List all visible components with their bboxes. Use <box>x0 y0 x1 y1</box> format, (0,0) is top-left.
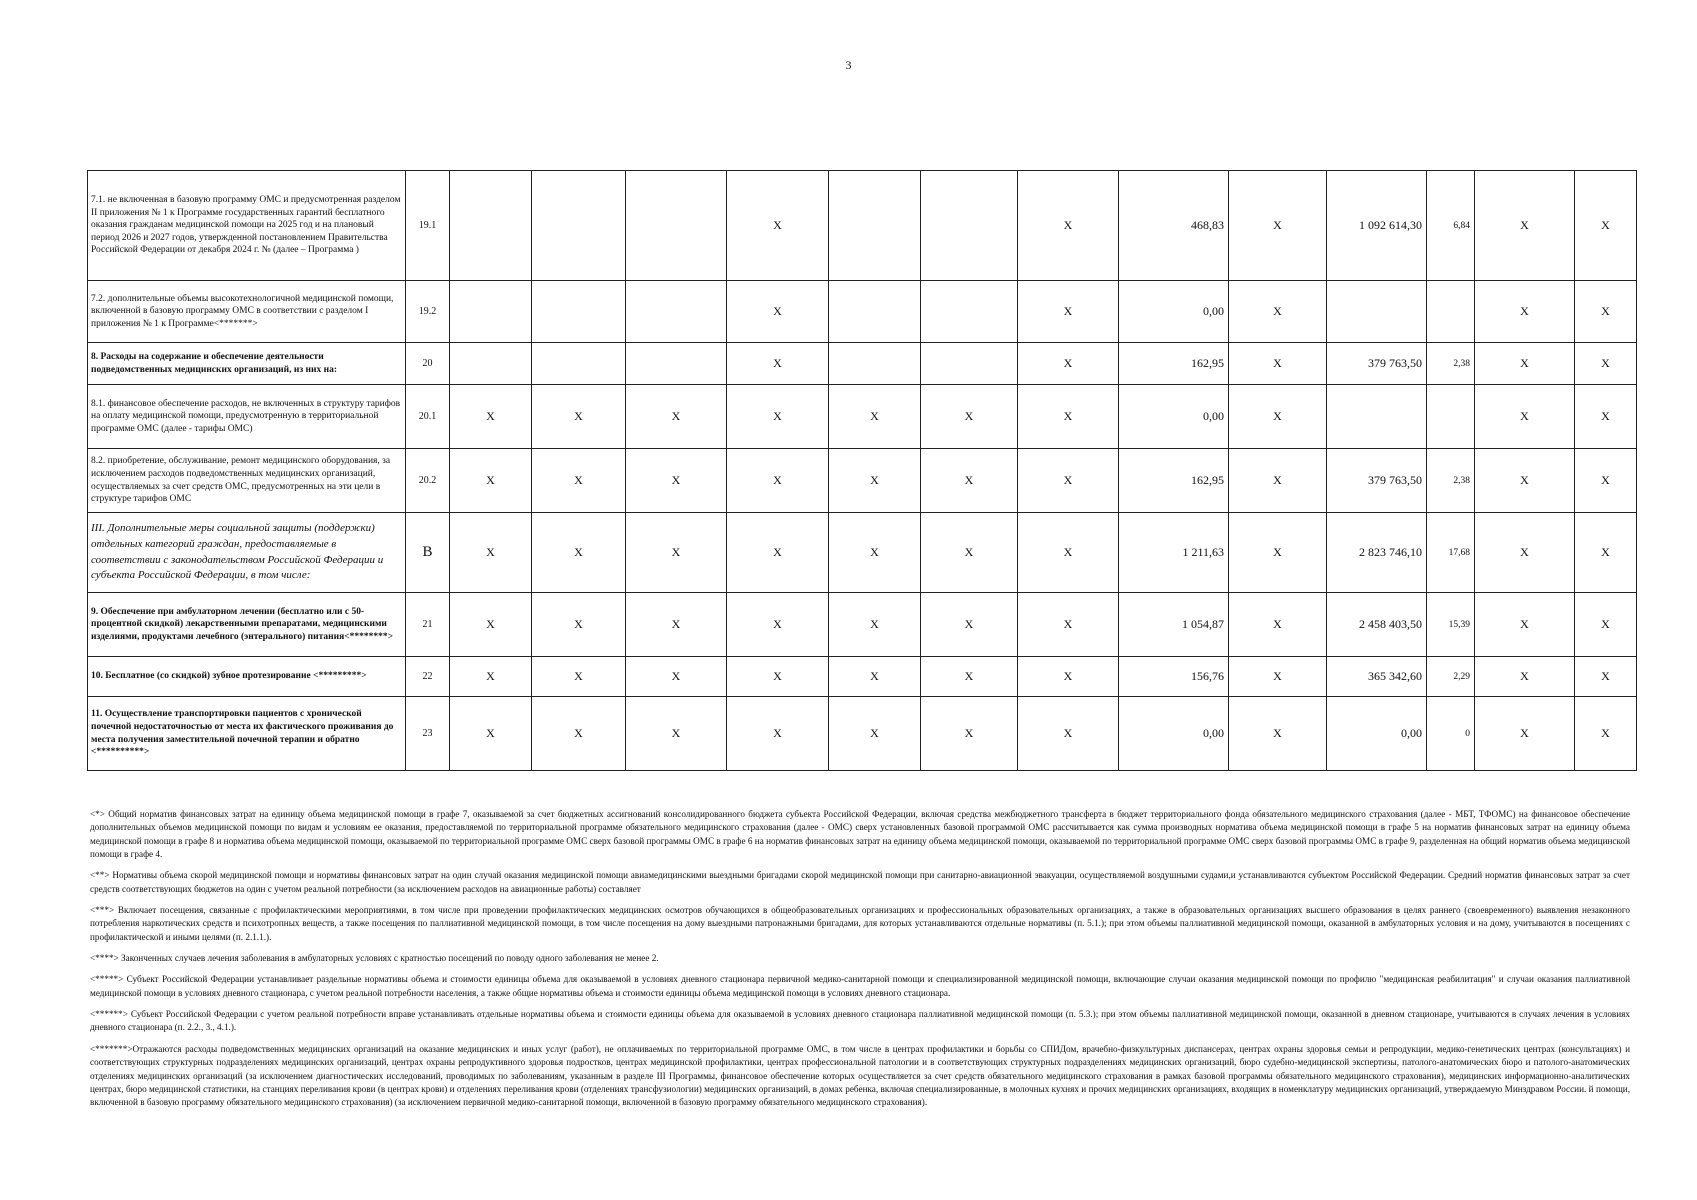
table-cell: X <box>727 449 829 513</box>
table-cell: X <box>450 449 532 513</box>
row-name-cell: 7.1. не включенная в базовую программу ОМС и предусмотренная разделом II приложения № 1 к Программе государственных гарантий бесплатного оказания гражданам медицинской помощи на 2025 год и на плановый период 2026 и 2027 годов, утвержденной постановлением Правительства Российской Федерации от декабря 2024 г. № (далее – Программа ) <box>88 171 406 281</box>
table-cell: 0,00 <box>1119 281 1229 343</box>
table-row <box>88 171 1637 281</box>
table-cell: 379 763,50 <box>1327 449 1427 513</box>
table-cell: 2,38 <box>1427 343 1475 385</box>
table-cell: X <box>532 593 626 657</box>
table-cell: X <box>450 657 532 697</box>
table-cell: 365 342,60 <box>1327 657 1427 697</box>
row-name-cell: 8.2. приобретение, обслуживание, ремонт медицинского оборудования, за исключением расходов подведомственных медицинских организаций, осуществляемых за счет средств ОМС, предусмотренных на эти цели в структуре тарифов ОМС <box>88 449 406 513</box>
row-code-cell: 19.1 <box>406 171 450 281</box>
table-cell <box>921 343 1018 385</box>
table-cell: X <box>1575 171 1637 281</box>
table-cell: X <box>1018 593 1119 657</box>
table-cell: X <box>1575 697 1637 771</box>
table-cell: X <box>1229 343 1327 385</box>
table-cell: X <box>1018 281 1119 343</box>
table-cell <box>1427 281 1475 343</box>
table-row <box>88 449 1637 513</box>
table-cell: X <box>1475 385 1575 449</box>
table-cell <box>532 171 626 281</box>
row-code-cell: 21 <box>406 593 450 657</box>
table-cell: X <box>1475 593 1575 657</box>
table-cell: X <box>450 513 532 593</box>
table-cell <box>829 281 921 343</box>
table-cell: 0,00 <box>1327 697 1427 771</box>
row-code-cell: 20.1 <box>406 385 450 449</box>
table-cell: 0,00 <box>1119 697 1229 771</box>
table-cell: X <box>1475 343 1575 385</box>
row-name-cell: 10. Бесплатное (со скидкой) зубное протезирование <*********> <box>88 657 406 697</box>
table-cell: X <box>1018 343 1119 385</box>
table-cell: 2,38 <box>1427 449 1475 513</box>
table-cell: 379 763,50 <box>1327 343 1427 385</box>
row-code-cell: 22 <box>406 657 450 697</box>
table-cell: X <box>727 171 829 281</box>
table-cell: 156,76 <box>1119 657 1229 697</box>
row-name-cell: 7.2. дополнительные объемы высокотехнологичной медицинской помощи, включенной в базовую программу ОМС в соответствии с разделом I приложения № 1 к Программе<*******> <box>88 281 406 343</box>
footnote: <****> Законченных случаев лечения заболевания в амбулаторных условиях с кратностью посещений по поводу одного заболевания не менее 2. <box>90 953 659 964</box>
table-cell: X <box>1475 449 1575 513</box>
table-cell: X <box>1575 385 1637 449</box>
table-cell: X <box>1575 657 1637 697</box>
table-cell: X <box>1575 513 1637 593</box>
table-cell <box>626 171 727 281</box>
table-cell <box>829 171 921 281</box>
table-cell: X <box>1229 385 1327 449</box>
table-cell: X <box>1229 171 1327 281</box>
table-cell: X <box>829 513 921 593</box>
table-cell <box>1327 385 1427 449</box>
table-cell: X <box>727 513 829 593</box>
table-cell: X <box>1018 697 1119 771</box>
table-cell: X <box>532 657 626 697</box>
row-name-cell: 8. Расходы на содержание и обеспечение деятельности подведомственных медицинских организаций, из них на: <box>88 343 406 385</box>
table-cell: X <box>727 593 829 657</box>
row-code-cell: 23 <box>406 697 450 771</box>
table-cell: X <box>1475 281 1575 343</box>
table-cell: 162,95 <box>1119 449 1229 513</box>
footnote: <*****> Субъект Российской Федерации устанавливает раздельные нормативы объема и стоимости единицы объема для оказываемой в условиях дневного стационара первичной медико-санитарной помощи и специализированной медицинской помощи, включающие случаи оказания медицинской помощи по профилю "медицинская реабилитация" и случаи оказания паллиативной медицинской помощи в условиях дневного стационара, с учетом реальной потребности населения, а также общие нормативы объема и стоимости единицы объема медицинской помощи в условиях дневного стационара. <box>90 974 1630 998</box>
row-code-cell: 19.2 <box>406 281 450 343</box>
table-cell: X <box>921 593 1018 657</box>
table-cell: 468,83 <box>1119 171 1229 281</box>
row-name-cell: 8.1. финансовое обеспечение расходов, не включенных в структуру тарифов на оплату медицинской помощи, предусмотренную в территориальной программе ОМС (далее - тарифы ОМС) <box>88 385 406 449</box>
table-cell: X <box>829 385 921 449</box>
table-cell: X <box>626 593 727 657</box>
table-cell: X <box>921 513 1018 593</box>
table-cell: X <box>1229 657 1327 697</box>
table-cell: X <box>626 449 727 513</box>
row-code-cell: В <box>406 513 450 593</box>
table-cell: X <box>1018 657 1119 697</box>
table-cell: X <box>727 385 829 449</box>
table-cell: X <box>626 697 727 771</box>
row-code-cell: 20 <box>406 343 450 385</box>
table-row <box>88 697 1637 771</box>
table-cell <box>829 343 921 385</box>
table-cell: 162,95 <box>1119 343 1229 385</box>
table-cell: X <box>1475 513 1575 593</box>
table-row <box>88 593 1637 657</box>
table-cell: X <box>532 697 626 771</box>
table-cell: X <box>1229 697 1327 771</box>
financing-table <box>87 170 1637 771</box>
table-cell <box>626 281 727 343</box>
table-row <box>88 281 1637 343</box>
table-row <box>88 513 1637 593</box>
table-cell: 0,00 <box>1119 385 1229 449</box>
table-cell: X <box>626 513 727 593</box>
table-cell: X <box>1229 281 1327 343</box>
table-cell: X <box>626 657 727 697</box>
table-cell: X <box>921 449 1018 513</box>
table-cell: X <box>532 449 626 513</box>
table-cell: 17,68 <box>1427 513 1475 593</box>
table-cell: X <box>450 697 532 771</box>
table-cell <box>921 171 1018 281</box>
table-cell: X <box>450 385 532 449</box>
table-cell <box>626 343 727 385</box>
table-cell: 1 054,87 <box>1119 593 1229 657</box>
table-cell: X <box>1575 593 1637 657</box>
table-cell <box>532 281 626 343</box>
table-cell: 2 823 746,10 <box>1327 513 1427 593</box>
table-row <box>88 385 1637 449</box>
table-cell: X <box>727 697 829 771</box>
table-cell <box>921 281 1018 343</box>
table-cell: X <box>1018 449 1119 513</box>
table-cell: X <box>829 657 921 697</box>
table-cell: X <box>1229 513 1327 593</box>
table-cell: X <box>1575 343 1637 385</box>
table-cell <box>450 343 532 385</box>
footnote: <*******>Отражаются расходы подведомственных медицинских организаций на оказание медицинских и иных услуг (работ), не оплачиваемых по территориальной программе ОМС, в том числе в центрах профилактики и борьбы со СПИДом, врачебно-физкультурных диспансерах, центрах охраны здоровья семьи и репродукции, медико-генетических центрах (консультациях) и соответствующих структурных подразделениях медицинских организаций, центрах охраны репродуктивного здоровья подростков, центрах медицинской профилактики, центрах профессиональной патологии и в соответствующих структурных подразделениях медицинских организаций, бюро судебно-медицинской экспертизы, патолого-анатомических бюро и патолого-анатомических отделениях медицинских организаций (за исключением диагностических исследований, проводимых по заболеваниям, указанным в разделе III Программы, финансовое обеспечение которых осуществляется за счет средств обязательного медицинского страхования в рамках базовой программы обязательного медицинского страхования), медицинских информационно-аналитических центрах, бюро медицинской статистики, на станциях переливания крови (в центрах крови) и отделениях переливания крови (отделениях трансфузиологии) медицинских организаций, в домах ребенка, включая специализированные, в молочных кухнях и прочих медицинских организациях, входящих в номенклатуру медицинских организаций, утверждаемую Минздравом России. й помощи, включенной в базовую программу обязательного медицинского страхования) (за исключением первичной медико-санитарной помощи, включенной в базовую программу обязательного медицинского страхования). <box>90 1043 1630 1108</box>
table-cell: X <box>1475 171 1575 281</box>
table-cell: X <box>829 449 921 513</box>
table-cell: 2,29 <box>1427 657 1475 697</box>
table-cell: X <box>626 385 727 449</box>
footnote: <*> Общий норматив финансовых затрат на единицу объема медицинской помощи в графе 7, оказываемой за счет бюджетных ассигнований консолидированного бюджета субъекта Российской Федерации, включая средства межбюджетного трансферта в бюджет территориального фонда обязательного медицинского страхования (далее - МБТ, ТФОМС) на финансовое обеспечение дополнительных объемов медицинской помощи по видам и условиям ее оказания, предоставляемой по территориальной программе обязательного медицинского страхования (далее - ОМС) сверх установленных базовой программой ОМС рассчитывается как сумма производных норматива объема медицинской помощи в графе 5 на норматив финансовых затрат на единицу объема медицинской помощи в графе 8 и норматива объема медицинской помощи, оказываемой по территориальной программе ОМС сверх базовой программы ОМС в графе 6 на норматив финансовых затрат на единицу объема медицинской помощи, оказываемой по территориальной программе ОМС сверх базовой программы ОМС в графе 9, разделенная на общий норматив объема медицинской помощи в графе 4. <box>90 809 1630 860</box>
table-cell: X <box>1575 281 1637 343</box>
table-cell: 15,39 <box>1427 593 1475 657</box>
table-cell: X <box>1475 697 1575 771</box>
footnote: <**> Нормативы объема скорой медицинской помощи и нормативы финансовых затрат на один случай оказания медицинской помощи авиамедицинскими выездными бригадами скорой медицинской помощи при санитарно-авиационной эвакуации, осуществляемой воздушными судами,и устанавливаются субъектом Российской Федерации. Средний норматив финансовых затрат за счет средств соответствующих бюджетов на один с учетом реальной потребности (за исключением расходов на авиационные работы) составляет <box>90 870 1630 894</box>
row-code-cell: 20.2 <box>406 449 450 513</box>
table-cell: 1 211,63 <box>1119 513 1229 593</box>
table-cell: X <box>921 657 1018 697</box>
row-name-cell: 11. Осуществление транспортировки пациентов с хронической почечной недостаточностью от места их фактического проживания до места получения заместительной почечной терапии и обратно <**********> <box>88 697 406 771</box>
table-cell: X <box>727 657 829 697</box>
footnote: <******> Субъект Российской Федерации с учетом реальной потребности вправе устанавливать отдельные нормативы объема и стоимости единицы объема для оказываемой в условиях дневного стационара паллиативной медицинской помощи (п. 5.3.); при этом объемы паллиативной медицинской помощи, оказанной в дневном стационаре, учитываются в случаях лечения в условиях дневного стационара (п. 2.2., 3., 4.1.). <box>90 1009 1630 1033</box>
table-row <box>88 657 1637 697</box>
table-cell: X <box>727 281 829 343</box>
page-number: 3 <box>845 58 852 72</box>
table-cell: X <box>921 385 1018 449</box>
table-cell <box>1327 281 1427 343</box>
table-cell: X <box>1018 385 1119 449</box>
table-cell: X <box>532 385 626 449</box>
table-cell: X <box>1575 449 1637 513</box>
table-cell: X <box>1229 593 1327 657</box>
table-cell <box>450 171 532 281</box>
table-cell: X <box>829 593 921 657</box>
table-cell: 0 <box>1427 697 1475 771</box>
table-cell: X <box>1475 657 1575 697</box>
table-cell: X <box>921 697 1018 771</box>
table-row <box>88 343 1637 385</box>
footnote: <***> Включает посещения, связанные с профилактическими мероприятиями, в том числе при проведении профилактических медицинских осмотров обучающихся в общеобразовательных организациях и профессиональных образовательных организациях, а также в образовательных организациях высшего образования в целях раннего (своевременного) выявления незаконного потребления наркотических средств и психотропных веществ, а также посещения по паллиативной медицинской помощи, в том числе посещения на дому выездными патронажными бригадами, для которых устанавливаются отдельные нормативы (п. 5.1.); при этом объемы паллиативной медицинской помощи, оказанной в амбулаторных условия и на дому, учитываются в посещениях с профилактической и иными целями (п. 2.1.1.). <box>90 905 1630 942</box>
table-cell: X <box>1018 171 1119 281</box>
table-cell <box>532 343 626 385</box>
table-cell: 1 092 614,30 <box>1327 171 1427 281</box>
table-cell: X <box>450 593 532 657</box>
table-cell: X <box>1018 513 1119 593</box>
table-cell: X <box>532 513 626 593</box>
table-cell: X <box>829 697 921 771</box>
table-cell: 2 458 403,50 <box>1327 593 1427 657</box>
row-name-cell: 9. Обеспечение при амбулаторном лечении (бесплатно или с 50-процентной скидкой) лекарственными препаратами, медицинскими изделиями, продуктами лечебного (энтерального) питания<********> <box>88 593 406 657</box>
row-name-cell: III. Дополнительные меры социальной защиты (поддержки) отдельных категорий граждан, предоставляемые в соответствии с законодательством Российской Федерации и субъекта Российской Федерации, в том числе: <box>88 513 406 593</box>
table-cell: X <box>1229 449 1327 513</box>
table-cell: 6,84 <box>1427 171 1475 281</box>
table-cell <box>1427 385 1475 449</box>
table-cell: X <box>727 343 829 385</box>
footnotes <box>90 808 1630 1118</box>
table-cell <box>450 281 532 343</box>
